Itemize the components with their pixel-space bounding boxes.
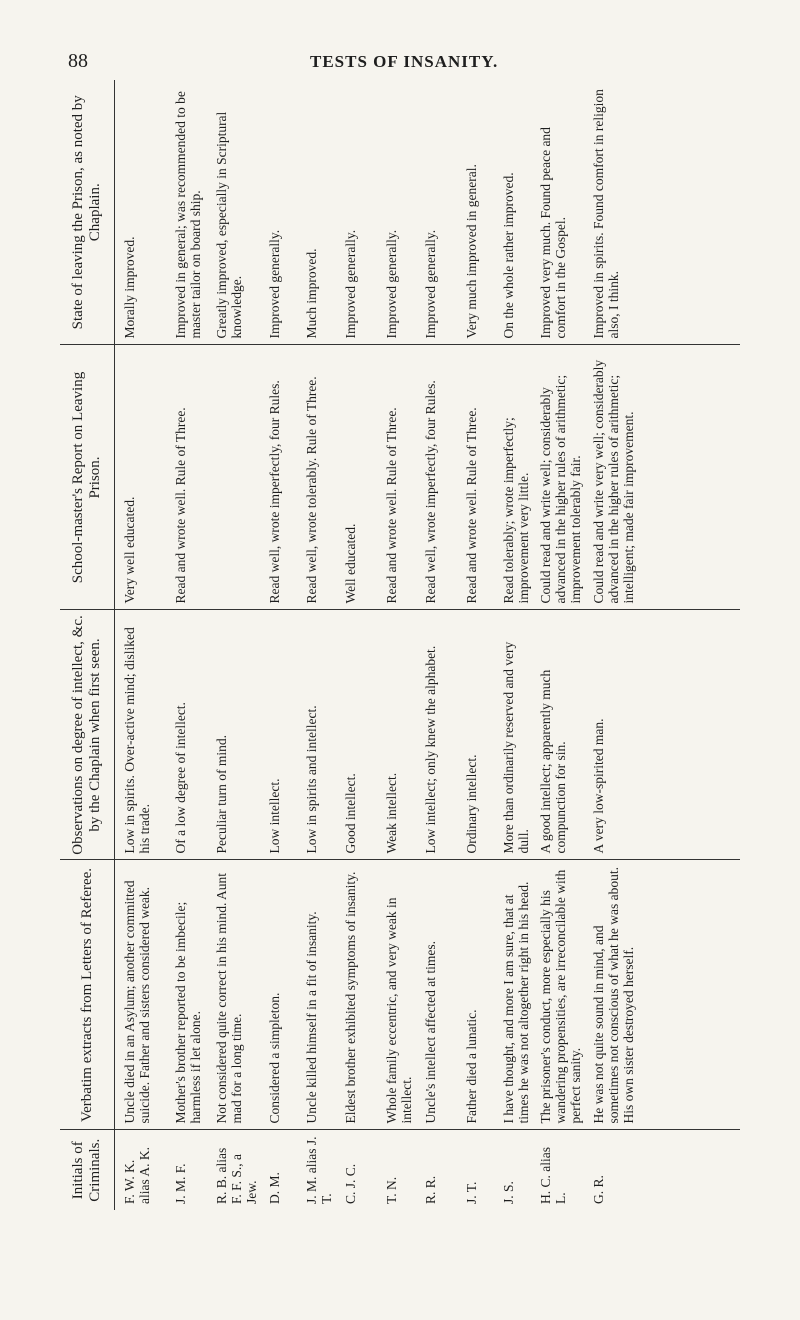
initials-entry: R. R. bbox=[423, 1175, 438, 1204]
initials-entry: R. B. alias F. F. S., a Jew. bbox=[214, 1147, 259, 1204]
chaplain-entry: Ordinary intellect. bbox=[464, 754, 479, 854]
initials-entry: F. W. K. alias A. K. bbox=[122, 1147, 152, 1204]
column-entries bbox=[115, 86, 637, 339]
schoolmaster-entry: Read well, wrote imperfectly, four Rules. bbox=[423, 380, 438, 604]
running-head: TESTS OF INSANITY. bbox=[310, 52, 499, 71]
chaplain-entry: Low intellect; only knew the alphabet. bbox=[423, 645, 438, 854]
column-state bbox=[115, 80, 741, 345]
initials-entry: J. T. bbox=[464, 1181, 479, 1204]
state-entry: Greatly improved, especially in Scriptural knowledge. bbox=[214, 111, 244, 339]
initials-entry: H. C. alias L. bbox=[538, 1147, 568, 1204]
schoolmaster-entry: Very well educated. bbox=[122, 496, 137, 604]
schoolmaster-entry: Read tolerably; wrote imperfectly; improvement very little. bbox=[501, 417, 531, 604]
schoolmaster-entry: Well educated. bbox=[343, 523, 358, 604]
state-entry: Improved in general; was recommended to be master tailor on board ship. bbox=[173, 91, 203, 339]
referee-entry: Not considered quite correct in his mind. Aunt mad for a long time. bbox=[214, 873, 244, 1124]
referee-entry: Uncle's intellect affected at times. bbox=[423, 941, 438, 1124]
state-entry: On the whole rather improved. bbox=[501, 172, 516, 339]
column-entries bbox=[115, 867, 637, 1124]
initials-entry: C. J. C. bbox=[343, 1163, 358, 1204]
schoolmaster-entry: Read and wrote well. Rule of Three. bbox=[464, 407, 479, 604]
rotated-table bbox=[60, 80, 740, 1210]
column-entries bbox=[115, 1137, 637, 1205]
referee-entry: Uncle died in an Asylum; another committed suicide. Father and sisters considered weak. bbox=[122, 880, 152, 1124]
chaplain-entry: Low in spirits. Over-active mind; disliked his trade. bbox=[122, 627, 152, 854]
column-referee bbox=[115, 860, 741, 1130]
column-chaplain bbox=[115, 610, 741, 860]
referee-entry: The prisoner's conduct, more especially his wandering propensities, are irreconcilable with perfect sanity. bbox=[538, 869, 583, 1124]
chaplain-entry: A good intellect; apparently much compunction for sin. bbox=[538, 669, 568, 854]
schoolmaster-entry: Read well, wrote tolerably. Rule of Three. bbox=[304, 376, 319, 604]
header-schoolmaster: School-master's Report on Leaving Prison. bbox=[60, 345, 115, 610]
referee-entry: I have thought, and more I am sure, that at times he was not altogether right in his head. bbox=[501, 881, 531, 1124]
state-entry: Improved generally. bbox=[267, 229, 282, 339]
schoolmaster-entry: Could read and write well; considerably advanced in the higher rules of arithmetic; improvement tolerably fair. bbox=[538, 374, 583, 604]
state-entry: Improved very much. Found peace and comfort in the Gospel. bbox=[538, 127, 568, 339]
schoolmaster-entry: Read and wrote well. Rule of Three. bbox=[173, 407, 188, 604]
initials-entry: J. M. alias J. T. bbox=[304, 1136, 334, 1204]
schoolmaster-entry bbox=[214, 352, 260, 604]
chaplain-entry: Low intellect. bbox=[267, 778, 282, 854]
chaplain-entry: Peculiar turn of mind. bbox=[214, 735, 229, 854]
page-number: 88 bbox=[68, 50, 88, 72]
insanity-table bbox=[60, 80, 740, 1210]
referee-entry: He was not quite sound in mind, and sometimes not conscious of what he was about. His own sister destroyed herself. bbox=[591, 867, 636, 1124]
initials-entry: G. R. bbox=[591, 1175, 606, 1204]
chaplain-entry: More than ordinarily reserved and very dull. bbox=[501, 641, 531, 854]
column-schoolmaster bbox=[115, 345, 741, 610]
state-entry: Much improved. bbox=[304, 248, 319, 339]
state-entry: Very much improved in general. bbox=[464, 164, 479, 339]
referee-entry: Considered a simpleton. bbox=[267, 992, 282, 1124]
initials-entry: J. S. bbox=[501, 1181, 516, 1204]
header-referee: Verbatim extracts from Letters of Referee. bbox=[60, 860, 115, 1130]
header-state: State of leaving the Prison, as noted by Chaplain. bbox=[60, 80, 115, 345]
column-initials bbox=[115, 1130, 741, 1210]
referee-entry: Uncle killed himself in a fit of insanity. bbox=[304, 911, 319, 1124]
state-entry: Improved generally. bbox=[423, 229, 438, 339]
schoolmaster-entry: Could read and write very well; considerably advanced in the higher rules of arithmetic; intelligent; made fair improvement. bbox=[591, 359, 636, 604]
header-chaplain: Observations on degree of intellect, &c. by the Chaplain when first seen. bbox=[60, 610, 115, 860]
schoolmaster-entry: Read well, wrote imperfectly, four Rules. bbox=[267, 380, 282, 604]
referee-entry: Eldest brother exhibited symptoms of insanity. bbox=[343, 871, 358, 1124]
referee-entry: Mother's brother reported to be imbecile; harmless if let alone. bbox=[173, 901, 203, 1124]
schoolmaster-entry: Read and wrote well. Rule of Three. bbox=[384, 407, 399, 604]
state-entry: Improved generally. bbox=[343, 229, 358, 339]
state-entry: Morally improved. bbox=[122, 236, 137, 339]
column-entries bbox=[115, 617, 637, 854]
column-entries bbox=[115, 352, 637, 604]
initials-entry: J. M. F. bbox=[173, 1163, 188, 1204]
chaplain-entry: Good intellect. bbox=[343, 773, 358, 854]
chaplain-entry: Of a low degree of intellect. bbox=[173, 702, 188, 854]
header-initials: Initials of Criminals. bbox=[60, 1130, 115, 1210]
state-entry: Improved in spirits. Found comfort in religion also, I think. bbox=[591, 89, 621, 339]
initials-entry: T. N. bbox=[384, 1176, 399, 1204]
chaplain-entry: A very low-spirited man. bbox=[591, 718, 606, 854]
initials-entry: D. M. bbox=[267, 1172, 282, 1204]
state-entry: Improved generally. bbox=[384, 229, 399, 339]
referee-entry: Father died a lunatic. bbox=[464, 1009, 479, 1124]
chaplain-entry: Low in spirits and intellect. bbox=[304, 705, 319, 854]
referee-entry: Whole family eccentric, and very weak in intellect. bbox=[384, 897, 414, 1124]
chaplain-entry: Weak intellect. bbox=[384, 772, 399, 854]
